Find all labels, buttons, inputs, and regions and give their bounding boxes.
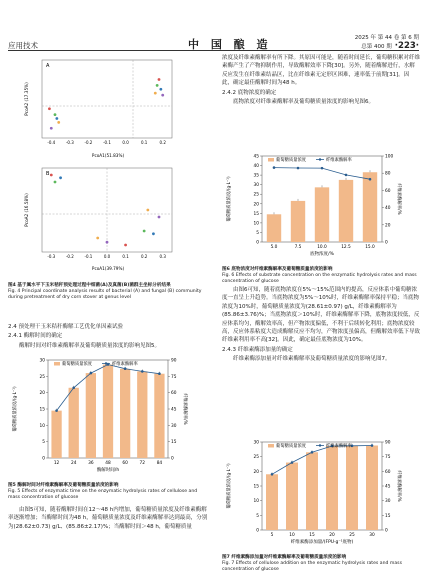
x-tick-label: 0.0 xyxy=(103,254,111,259)
bar-25 xyxy=(346,446,358,530)
left-column xyxy=(8,322,208,351)
bar-72 xyxy=(137,371,147,458)
y-tick-label: 0 xyxy=(42,456,45,462)
hydrolysis-rate-point xyxy=(311,451,314,454)
y-tick-label: 15 xyxy=(253,211,259,217)
fig4b-ylabel: PcoA2 (16.58%) xyxy=(24,193,29,227)
sample-point xyxy=(50,174,53,177)
x-tick-label: 0.1 xyxy=(122,254,129,259)
y-tick-label: 10 xyxy=(39,423,45,429)
sample-point xyxy=(106,241,109,244)
y2-tick-label: 80 xyxy=(385,171,391,177)
bar-5 xyxy=(266,474,278,530)
x-axis-label: 酶解时间/h xyxy=(96,468,120,473)
y-axis-label: 葡萄糖质量浓度/(g·L⁻¹) xyxy=(227,463,232,509)
y2-tick-label: 20 xyxy=(385,223,391,229)
y2-tick-label: 15 xyxy=(385,513,391,519)
section-2-4-1: 2.4.1 酶解时间的确定 xyxy=(8,333,63,340)
y-tick-label: 45 xyxy=(253,154,259,160)
bar-10 xyxy=(286,463,298,530)
y2-tick-label: 40 xyxy=(385,206,391,212)
y2-tick-label: 75 xyxy=(171,374,177,380)
y-tick-label: 20 xyxy=(253,202,259,208)
bar-36 xyxy=(86,373,96,458)
bar-48 xyxy=(103,365,113,458)
right-column-top xyxy=(222,54,420,107)
x-tick-label: 84 xyxy=(156,461,163,466)
x-tick-label: 48 xyxy=(105,461,111,466)
y-tick-label: 30 xyxy=(39,358,45,364)
right-column-middle xyxy=(222,286,420,365)
x-tick-label: 0.0 xyxy=(122,140,129,145)
figure-5 xyxy=(8,354,208,501)
fig4-caption-cn: 图4 基于属水平下玉米秸秆预处理过程中细菌(A)及真菌(B)菌群主坐标分析结果 xyxy=(8,283,171,288)
x-tick-label: 30 xyxy=(369,533,375,538)
y-tick-label: 40 xyxy=(253,164,259,170)
sample-point xyxy=(152,232,155,235)
sample-point xyxy=(96,237,99,240)
hydrolysis-rate-point xyxy=(158,372,161,375)
x-tick-label: 5.0 xyxy=(270,245,278,250)
legend-bar-swatch xyxy=(268,444,274,448)
y-tick-label: 10 xyxy=(253,221,259,227)
fig5-chart xyxy=(8,354,208,476)
fig4-panel-a-label: A xyxy=(46,63,50,69)
fig6-caption-en: Fig. 6 Effects of substrate concentration on the enzymatic hydrolysis rates and mass concentration of glucose xyxy=(222,273,417,284)
x-tick-label: -0.2 xyxy=(84,140,93,145)
y-tick-label: 0 xyxy=(256,240,259,246)
x-tick-label: -0.2 xyxy=(65,254,74,259)
sample-point xyxy=(143,230,146,233)
sample-point xyxy=(158,78,161,81)
fig4-caption xyxy=(8,283,208,301)
hydrolysis-rate-point xyxy=(297,167,300,170)
sample-point xyxy=(158,216,161,219)
x-tick-label: 7.5 xyxy=(294,245,302,250)
legend-bar-label: 葡萄糖质量浓度 xyxy=(276,444,307,449)
section-2-4-2: 2.4.2 底物浓度的确定 xyxy=(222,89,277,96)
bar-24 xyxy=(69,388,79,458)
y-tick-label: 5 xyxy=(256,513,259,519)
sample-point xyxy=(50,127,53,130)
bar-5.0 xyxy=(267,214,281,242)
hydrolysis-rate-point xyxy=(271,473,274,476)
x-tick-label: 12 xyxy=(53,461,60,466)
x-tick-label: 0.2 xyxy=(159,140,166,145)
x-tick-label: 15.0 xyxy=(365,245,375,250)
y2-tick-label: 75 xyxy=(385,455,391,461)
hydrolysis-rate-point xyxy=(90,372,93,375)
y-axis-label: 葡萄糖质量浓度/(g·L⁻¹) xyxy=(13,386,18,432)
y-axis-label: 葡萄糖质量浓度/(g·L⁻¹) xyxy=(227,176,232,222)
hydrolysis-rate-point xyxy=(273,166,276,169)
fig4a-ylabel: PcoA2 (17.35%) xyxy=(24,82,29,116)
y2-tick-label: 90 xyxy=(385,440,391,446)
sample-point xyxy=(159,88,162,91)
legend-bar-swatch xyxy=(268,158,274,162)
x-tick-label: 15 xyxy=(309,533,315,538)
legend-line-label: 纤维素酶解率 xyxy=(326,158,352,163)
legend-line-label: 纤维素酶解率 xyxy=(112,362,138,367)
header-rule xyxy=(8,50,419,51)
fig6-caption-cn: 图6 底物浓度对纤维素酶解率及葡萄糖质量浓度的影响 xyxy=(222,267,333,272)
sample-point xyxy=(59,176,62,179)
x-axis-label: 底物浓度/% xyxy=(310,252,334,257)
sample-point xyxy=(154,92,157,95)
hydrolysis-rate-point xyxy=(345,174,348,177)
fig5-caption-en: Fig. 5 Effects of enzymatic time on the enzymatic hydrolysis rates of cellulose and mass concentration of glucose xyxy=(8,489,198,500)
issue-line: 2025 年 第 44 卷 第 6 期 xyxy=(354,35,419,41)
legend-line-marker xyxy=(105,362,107,364)
y-tick-label: 10 xyxy=(253,499,259,505)
x-tick-label: 36 xyxy=(88,461,94,466)
x-tick-label: 12.5 xyxy=(341,245,351,250)
bar-15.0 xyxy=(363,172,377,242)
y2-tick-label: 0 xyxy=(385,528,388,534)
x-axis-label: 纤维素酶添加量/(FPU·g⁻¹底物) xyxy=(290,540,354,545)
hydrolysis-rate-point xyxy=(291,461,294,464)
y2-tick-label: 30 xyxy=(171,423,177,429)
x-tick-label: 0.2 xyxy=(140,254,148,259)
fig4b-xlabel: PcoA1(39.79%) xyxy=(91,266,125,271)
page-number: ·223· xyxy=(394,41,419,51)
y-tick-label: 20 xyxy=(253,469,259,475)
sample-point xyxy=(57,121,60,124)
y2-axis-label: 纤维素酶解率/% xyxy=(396,183,401,215)
x-tick-label: 0.1 xyxy=(140,140,148,145)
section-2-4: 2.4 预处理干玉米秸秆酶解工艺优化单因素试验 xyxy=(8,324,123,330)
sample-point xyxy=(48,107,51,110)
bar-30 xyxy=(366,446,378,530)
x-tick-label: 5 xyxy=(270,533,274,538)
bar-84 xyxy=(154,374,164,458)
fig5-caption xyxy=(8,483,208,501)
hydrolysis-rate-point xyxy=(371,444,374,447)
hydrolysis-rate-point xyxy=(55,409,58,412)
total-issue: 总第 400 期 xyxy=(361,44,392,50)
fig5-caption-cn: 图5 酶解时间对纤维素酶解率及葡萄糖质量浓度的影响 xyxy=(8,483,119,488)
section-2-4-3: 2.4.3 纤维素酶添加量的确定 xyxy=(222,346,293,353)
y-tick-label: 25 xyxy=(253,455,259,461)
figure-6 xyxy=(222,150,420,285)
legend-bar-swatch xyxy=(54,362,60,366)
right-paragraph-4: 纤维素酶添加量对纤维素酶解率及葡萄糖质量浓度的影响见图7。 xyxy=(233,356,391,363)
bar-12.5 xyxy=(339,180,353,242)
fig7-svg-frame xyxy=(262,442,382,530)
x-tick-label: -0.4 xyxy=(47,140,56,145)
right-paragraph-3: 由图6可知，随着底物浓度在5%～15%范围内的提高，反应体系中葡萄糖浓度一直呈上升趋势。当底物浓度为5%～10%时，纤维素酶解率保持平稳；当底物浓度为10%时，葡萄糖质量浓度为(28.61±0.97) g/L，纤维素酶解率为(85.86±3.76)%；当底物浓度＞10%时，纤维素酶解率下降，底物浓度较低，反应体系均匀，酶解效率高，但产物浓度偏低，不利于后续转化利用；底物浓度较高，反应体系粘度大造成酶解反应不均匀，产物浓度虽偏高，但酶解效率低下导致纤维素利用率不高[32]。因此，确定最佳底物浓度为10%。 xyxy=(222,287,421,344)
y2-tick-label: 60 xyxy=(171,391,177,397)
y2-tick-label: 100 xyxy=(385,154,394,160)
legend-line-marker xyxy=(319,444,321,446)
y2-tick-label: 45 xyxy=(171,407,177,413)
right-paragraph-2: 底物浓度对纤维素酶解率及葡萄糖质量浓度的影响见图6。 xyxy=(233,99,375,106)
x-tick-label: 10 xyxy=(289,533,295,538)
sample-point xyxy=(54,113,57,116)
y-tick-label: 25 xyxy=(253,192,259,198)
fig6-chart xyxy=(222,150,420,260)
y2-tick-label: 90 xyxy=(171,358,177,364)
sample-point xyxy=(146,209,149,212)
journal-title: 中 国 酿 造 xyxy=(188,38,272,51)
figure-4 xyxy=(8,54,208,301)
y-tick-label: 5 xyxy=(42,440,45,446)
bar-12 xyxy=(51,411,61,458)
x-tick-label: 25 xyxy=(349,533,355,538)
x-tick-label: -0.1 xyxy=(84,254,93,259)
fig4-panel-b-label: B xyxy=(46,171,50,177)
y-tick-label: 0 xyxy=(256,528,259,534)
sample-point xyxy=(161,94,164,97)
x-tick-label: 10.0 xyxy=(317,245,327,250)
y2-tick-label: 0 xyxy=(385,240,388,246)
x-tick-label: 60 xyxy=(122,461,128,466)
y2-tick-label: 45 xyxy=(385,484,391,490)
fig7-caption-cn: 图7 纤维素酶添加量对纤维素酶解率及葡萄糖质量浓度的影响 xyxy=(222,555,347,560)
y-tick-label: 15 xyxy=(39,407,45,413)
bar-10.0 xyxy=(315,187,329,242)
sample-point xyxy=(54,181,57,184)
left-paragraph-1: 酶解时间对纤维素酶解率及葡萄糖质量浓度的影响见图5。 xyxy=(19,342,161,349)
sample-point xyxy=(124,244,127,247)
hydrolysis-rate-point xyxy=(72,386,75,389)
fig4-caption-en: Fig. 4 Principal coordinate analysis results of bacterial (A) and fungal (B) community during pretreatment of dry corn stover at genus level xyxy=(8,289,202,300)
fig4-pcoa-plots xyxy=(8,54,208,276)
bar-7.5 xyxy=(291,201,305,242)
left-column-bottom xyxy=(8,506,208,532)
fig4a-xlabel: PcoA1(51.83%) xyxy=(91,153,125,158)
y-tick-label: 35 xyxy=(253,173,259,179)
y2-axis-label: 纤维素酶解率/% xyxy=(396,470,401,502)
y2-tick-label: 60 xyxy=(385,469,391,475)
y-tick-label: 20 xyxy=(39,391,45,397)
right-paragraph-1: 浓度及纤维素酶解率有所下降。其原因可能是，随着时间延长，葡萄糖积累对纤维素酶产生了产物抑制作用，导致酶解效率下降[30]。另外，随着酶解进行，水解反应发生在纤维素结晶区，比在纤维素无定形区困难，速率低于前期[31]。因此，确定最佳酶解时间为48 h。 xyxy=(222,55,421,87)
x-tick-label: 20 xyxy=(329,533,335,538)
y-tick-label: 30 xyxy=(253,440,259,446)
y-tick-label: 25 xyxy=(39,374,45,380)
legend-bar-label: 葡萄糖质量浓度 xyxy=(62,362,93,367)
section-label: 应用技术 xyxy=(8,41,38,50)
x-tick-label: -0.1 xyxy=(103,140,111,145)
y-tick-label: 15 xyxy=(253,484,259,490)
bar-20 xyxy=(326,446,338,530)
y2-tick-label: 30 xyxy=(385,499,391,505)
x-tick-label: -0.3 xyxy=(47,254,56,259)
x-tick-label: 72 xyxy=(139,461,146,466)
figure-7 xyxy=(222,436,420,573)
legend-line-label: 纤维素酶解率 xyxy=(326,444,352,449)
hydrolysis-rate-point xyxy=(321,167,324,170)
y2-axis-label: 纤维素酶解率/% xyxy=(182,393,187,425)
x-tick-label: -0.3 xyxy=(65,140,74,145)
hydrolysis-rate-point xyxy=(124,367,127,370)
hydrolysis-rate-point xyxy=(141,370,144,373)
y-tick-label: 5 xyxy=(256,230,259,236)
bar-60 xyxy=(120,369,130,458)
y2-tick-label: 0 xyxy=(171,456,174,462)
y2-tick-label: 60 xyxy=(385,188,391,194)
x-tick-label: 24 xyxy=(70,461,77,466)
sample-point xyxy=(55,117,58,120)
fig7-chart xyxy=(222,436,420,548)
legend-bar-label: 葡萄糖质量浓度 xyxy=(276,158,307,163)
left-paragraph-2: 由图5可知，随着酶解时间在12～48 h内增加，葡萄糖质量浓度及纤维素酶解率逐渐增加；当酶解时间为48 h，葡萄糖质量浓度及纤维素酶解率达到最高，分别为(28.62±0.73) g/L、(85.86±2.17)%；当酶解时间＞48 h，葡萄糖质量 xyxy=(8,507,208,530)
bar-15 xyxy=(306,452,318,530)
x-tick-label: 0.3 xyxy=(159,254,166,259)
fig7-caption xyxy=(222,555,420,573)
y-tick-label: 30 xyxy=(253,183,259,189)
y2-tick-label: 15 xyxy=(171,440,177,446)
sample-point xyxy=(156,84,159,87)
hydrolysis-rate-point xyxy=(369,178,372,181)
legend-line-marker xyxy=(319,158,321,160)
fig7-caption-en: Fig. 7 Effects of cellulose addition on the enzymatic hydrolysis rates and mass concentration of glucose xyxy=(222,561,402,572)
issue-info xyxy=(355,34,419,51)
fig6-caption xyxy=(222,267,420,285)
